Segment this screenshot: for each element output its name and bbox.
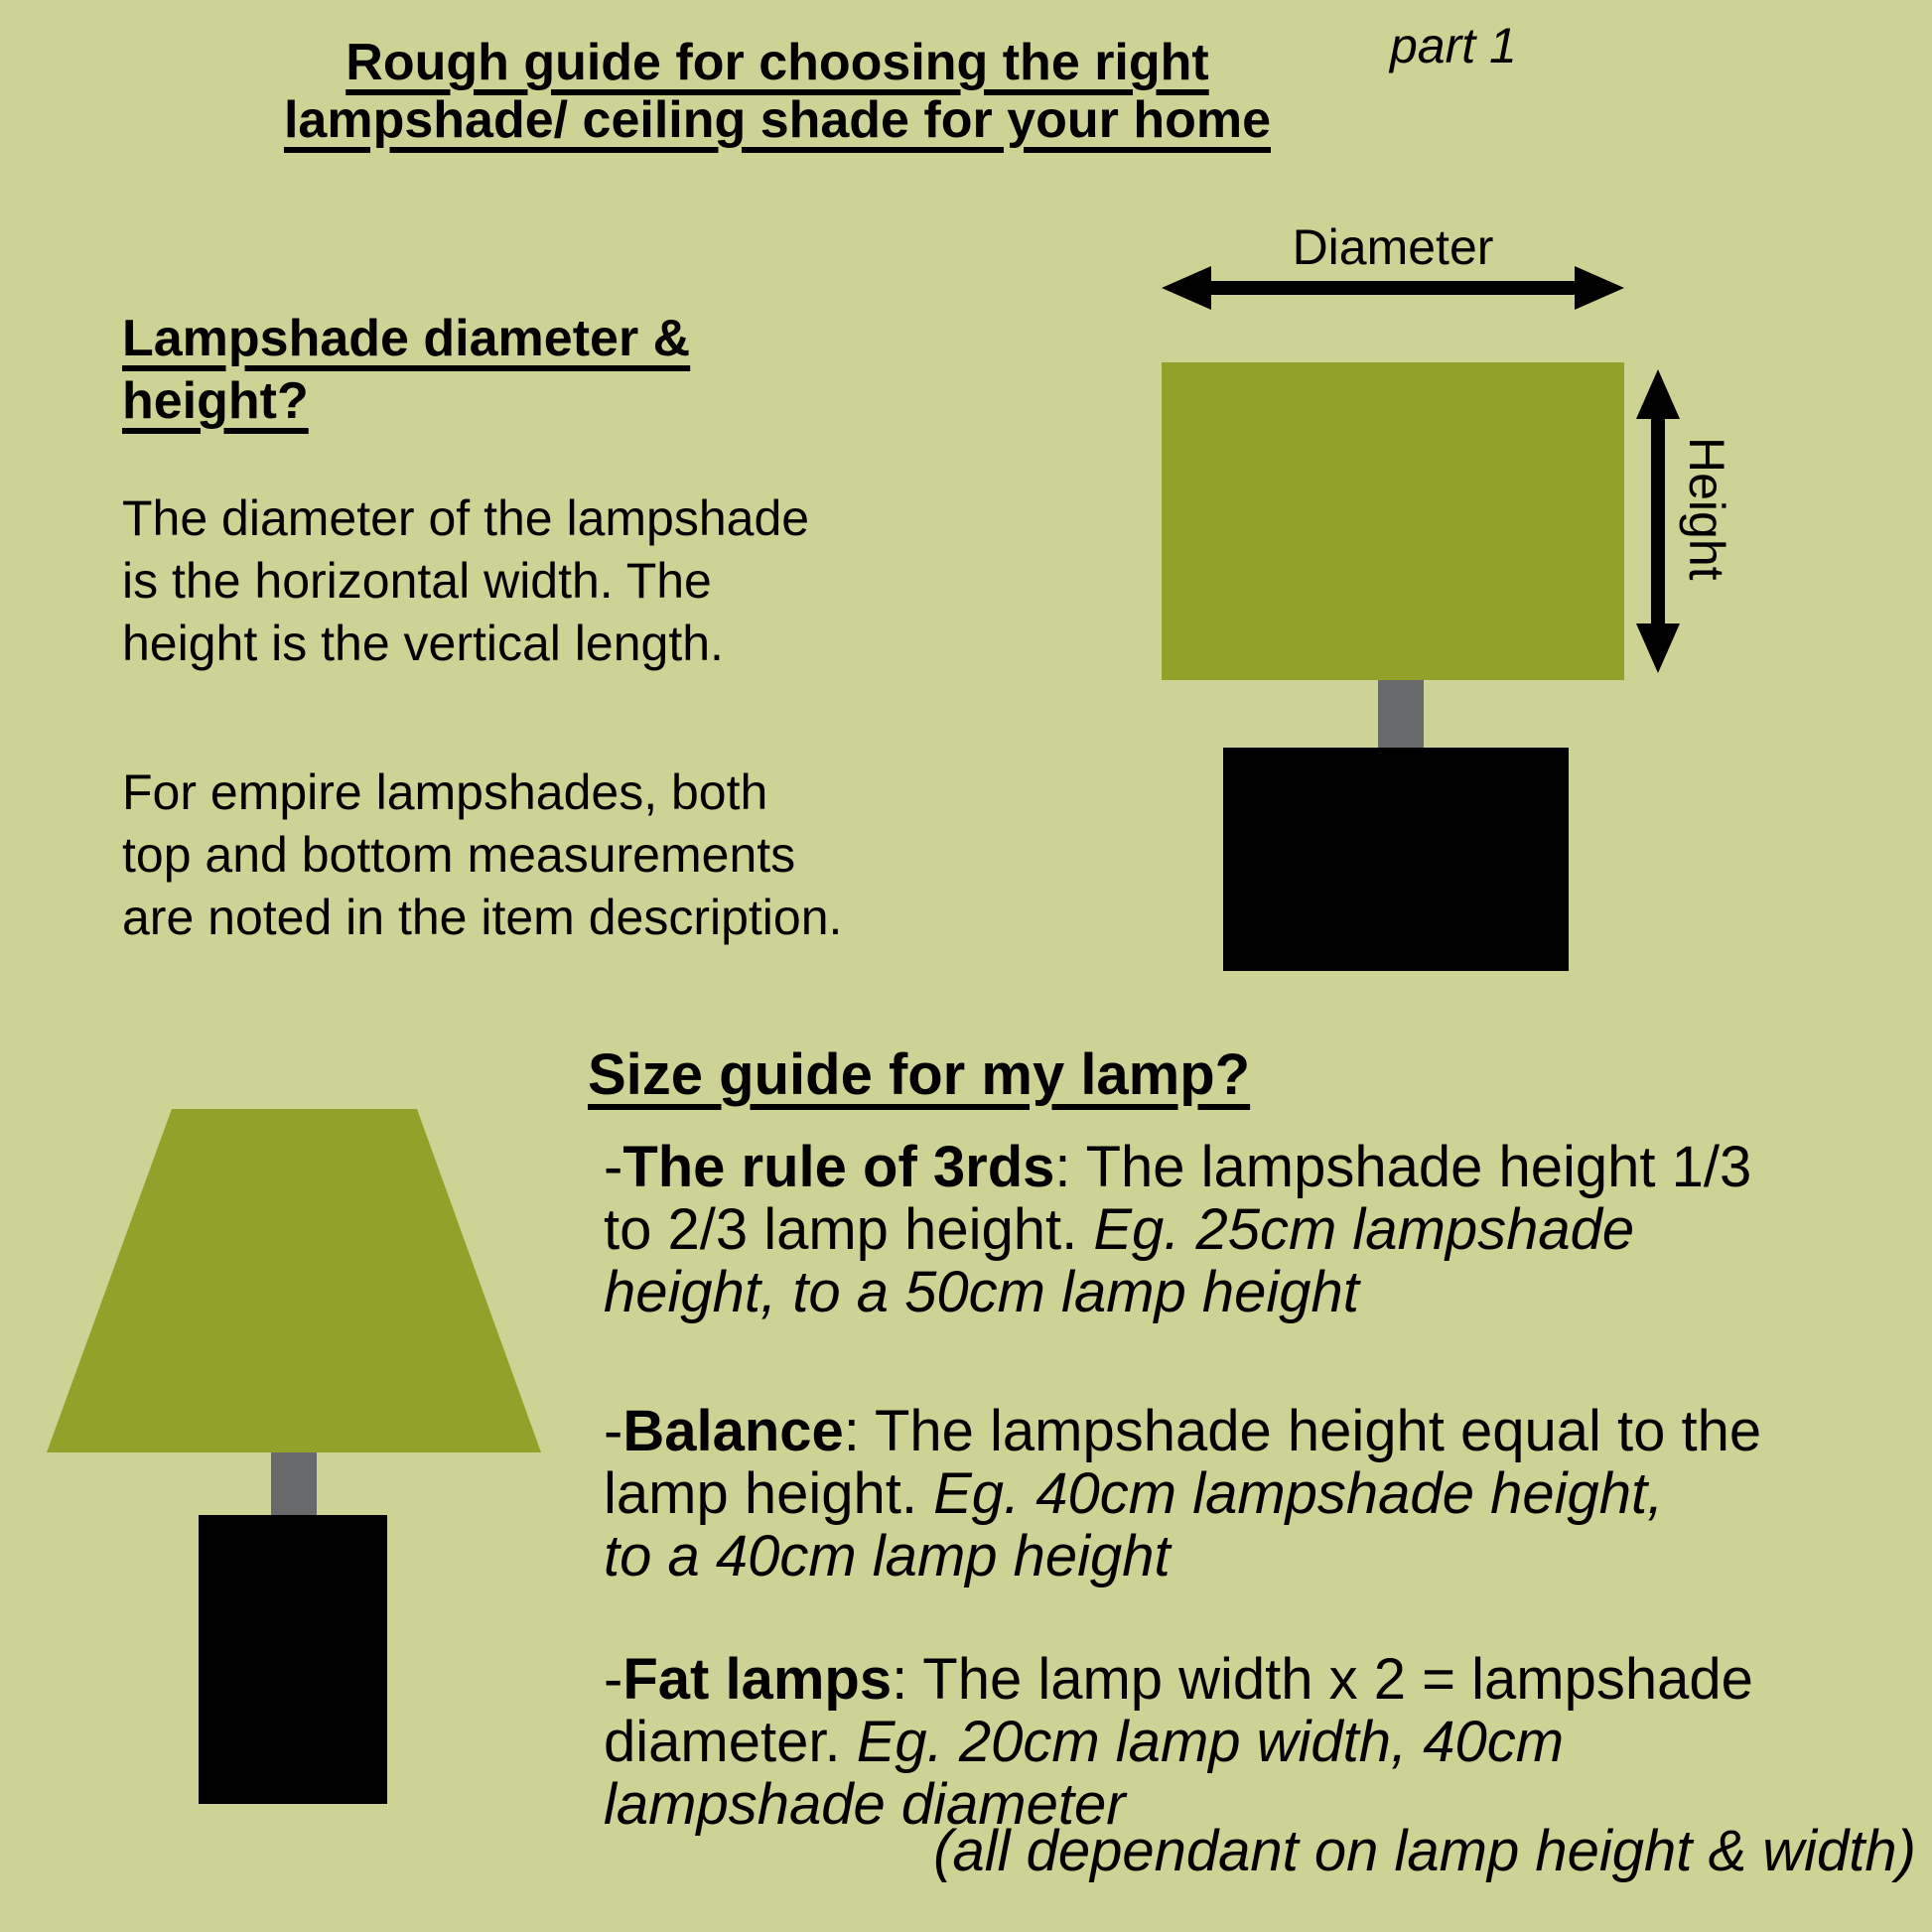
diameter-label: Diameter (1292, 219, 1494, 275)
lampshade-dimensions-heading (122, 308, 690, 433)
empire-shade-paragraph (122, 761, 842, 949)
rule-line (604, 1198, 1751, 1261)
paragraph-line: height is the vertical length. (122, 616, 724, 671)
lampshade-dimensions-heading-line-2: height? (122, 372, 309, 430)
lamp-stem (1378, 680, 1424, 748)
rule-text: : The lamp width x 2 = lampshade (892, 1647, 1753, 1712)
paragraph-line: The diameter of the lampshade (122, 490, 810, 546)
empire-lampshade-shape (47, 1109, 541, 1452)
arrow-shaft (1191, 281, 1594, 295)
page-title-line-1: Rough guide for choosing the right (345, 34, 1209, 91)
rule-of-3rds-block (604, 1136, 1751, 1323)
rule-example: height, to a 50cm lamp height (604, 1260, 1359, 1324)
lamp-base (1223, 748, 1569, 971)
rule-line (604, 1711, 1753, 1773)
rule-line (604, 1525, 1761, 1587)
page-title (0, 34, 1555, 149)
rule-term: Fat lamps (622, 1647, 893, 1712)
lampshade-dimensions-heading-line-1: Lampshade diameter & (122, 310, 691, 367)
dependency-footnote: (all dependant on lamp height & width) (933, 1819, 1916, 1883)
rule-example: Eg. 25cm lampshade (1093, 1197, 1635, 1262)
diameter-arrow (1162, 266, 1624, 310)
rule-prefix: - (604, 1399, 623, 1463)
lamp-base (199, 1515, 387, 1804)
rule-example: to a 40cm lamp height (604, 1524, 1171, 1588)
rule-line (604, 1462, 1761, 1525)
size-guide-heading-text: Size guide for my lamp? (588, 1042, 1251, 1107)
rule-text: diameter. (604, 1710, 857, 1774)
rule-balance-block (604, 1400, 1761, 1587)
rule-line (604, 1261, 1751, 1323)
lamp-stem (271, 1452, 317, 1515)
arrow-head-right-icon (1575, 266, 1624, 310)
rule-prefix: - (604, 1135, 623, 1199)
rule-text: : The lampshade height 1/3 (1054, 1135, 1752, 1199)
paragraph-line: are noted in the item description. (122, 890, 843, 945)
size-guide-heading (588, 1043, 1250, 1106)
rule-line (604, 1400, 1761, 1462)
paragraph-line: For empire lampshades, both (122, 764, 768, 820)
height-label: Height (1679, 437, 1734, 581)
part-label: part 1 (1390, 18, 1517, 73)
rule-text: lamp height. (604, 1461, 934, 1526)
rule-text: to 2/3 lamp height. (604, 1197, 1094, 1262)
rule-example: Eg. 40cm lampshade height, (933, 1461, 1664, 1526)
arrow-shaft (1651, 399, 1665, 643)
height-arrow (1636, 369, 1680, 673)
paragraph-line: is the horizontal width. The (122, 553, 712, 609)
rule-example: lampshade diameter (604, 1772, 1126, 1837)
diameter-definition-paragraph (122, 487, 809, 675)
arrow-head-down-icon (1636, 623, 1680, 673)
paragraph-line: top and bottom measurements (122, 827, 796, 883)
rule-line (604, 1136, 1751, 1198)
rule-prefix: - (604, 1647, 623, 1712)
rule-text: : The lampshade height equal to the (843, 1399, 1762, 1463)
rule-fat-lamps-block (604, 1648, 1753, 1836)
page-title-line-2: lampshade/ ceiling shade for your home (283, 91, 1272, 149)
rule-example: Eg. 20cm lamp width, 40cm (856, 1710, 1565, 1774)
rule-term: Balance (622, 1399, 844, 1463)
drum-lampshade-shape (1162, 362, 1624, 680)
rule-line (604, 1648, 1753, 1711)
rule-term: The rule of 3rds (622, 1135, 1055, 1199)
